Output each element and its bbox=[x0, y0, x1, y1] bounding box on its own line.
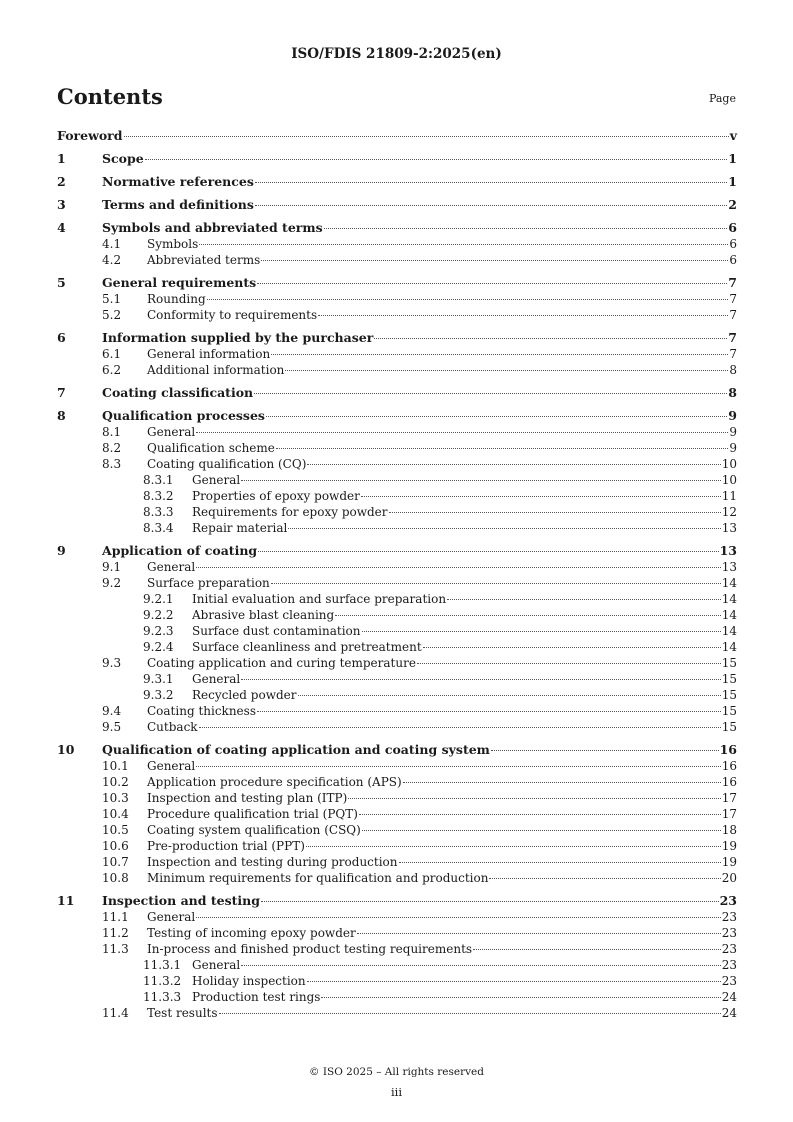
dot-leader bbox=[348, 798, 720, 799]
toc-entry-page: 23 bbox=[721, 942, 737, 956]
dot-leader bbox=[403, 782, 721, 783]
toc-entry-page: 9 bbox=[729, 441, 737, 455]
toc-entry[interactable] bbox=[57, 362, 737, 378]
toc-entry-page: 23 bbox=[721, 958, 737, 972]
toc-entry-number: 7 bbox=[57, 385, 66, 400]
toc-entry-number: 4 bbox=[57, 220, 66, 235]
dot-leader bbox=[357, 933, 721, 934]
toc-entry-number: 2 bbox=[57, 174, 66, 189]
toc-entry-page: 13 bbox=[719, 543, 737, 558]
toc-entry-page: 6 bbox=[729, 237, 737, 251]
dot-leader bbox=[196, 766, 720, 767]
toc-entry-page: 10 bbox=[721, 457, 737, 471]
toc-entry-page: 16 bbox=[721, 759, 737, 773]
toc-entry-page: 15 bbox=[721, 720, 737, 734]
toc-entry[interactable] bbox=[57, 408, 737, 424]
toc-entry-title: Surface preparation bbox=[147, 576, 270, 590]
toc-entry-title: In-process and finished product testing requirements bbox=[147, 942, 473, 956]
toc-entry-number: 9.4 bbox=[102, 704, 122, 718]
dot-leader bbox=[241, 480, 720, 481]
toc-entry-page: 24 bbox=[721, 990, 737, 1004]
dot-leader bbox=[362, 631, 721, 632]
dot-leader bbox=[261, 901, 719, 902]
dot-leader bbox=[417, 663, 721, 664]
toc-entry[interactable] bbox=[57, 870, 737, 886]
toc-entry-page: 7 bbox=[729, 347, 737, 361]
toc-entry-title: Inspection and testing plan (ITP) bbox=[147, 791, 348, 805]
toc-entry-page: 23 bbox=[721, 910, 737, 924]
toc-entry[interactable] bbox=[57, 488, 737, 504]
toc-entry-title: Coating qualification (CQ) bbox=[147, 457, 307, 471]
toc-entry-number: 10 bbox=[57, 742, 75, 757]
toc-entry[interactable] bbox=[57, 957, 737, 973]
toc-entry-page: 11 bbox=[721, 489, 737, 503]
toc-entry-number: 10.4 bbox=[102, 807, 129, 821]
dot-leader bbox=[196, 567, 720, 568]
toc-entry-page: 16 bbox=[721, 775, 737, 789]
toc-entry-page: 14 bbox=[721, 608, 737, 622]
toc-entry-title: General bbox=[192, 672, 241, 686]
toc-entry-title: Foreword bbox=[57, 128, 123, 143]
toc-entry-title: Qualification scheme bbox=[147, 441, 275, 455]
toc-entry-title: Testing of incoming epoxy powder bbox=[147, 926, 356, 940]
toc-entry-page: 15 bbox=[721, 688, 737, 702]
toc-entry-page: 15 bbox=[721, 672, 737, 686]
toc-entry-page: 14 bbox=[721, 624, 737, 638]
toc-entry-title: Surface dust contamination bbox=[192, 624, 361, 638]
toc-entry-title: Coating system qualification (CSQ) bbox=[147, 823, 361, 837]
toc-entry-page: 1 bbox=[728, 151, 737, 166]
toc-entry-title: Inspection and testing bbox=[102, 893, 260, 908]
toc-entry-title: General bbox=[147, 560, 196, 574]
toc-entry-page: 20 bbox=[721, 871, 737, 885]
dot-leader bbox=[335, 615, 721, 616]
toc-entry-number: 9.2.2 bbox=[143, 608, 174, 622]
toc-entry-title: Normative references bbox=[102, 174, 254, 189]
dot-leader bbox=[199, 727, 721, 728]
toc-entry[interactable] bbox=[57, 973, 737, 989]
toc-entry-page: 8 bbox=[728, 385, 737, 400]
toc-entry[interactable] bbox=[57, 456, 737, 472]
toc-entry-page: v bbox=[729, 128, 737, 143]
toc-entry[interactable] bbox=[57, 909, 737, 925]
toc-entry[interactable] bbox=[57, 806, 737, 822]
toc-entry-title: Production test rings bbox=[192, 990, 321, 1004]
toc-entry-number: 9.2.1 bbox=[143, 592, 174, 606]
dot-leader bbox=[447, 599, 721, 600]
toc-entry-page: 14 bbox=[721, 640, 737, 654]
toc-entry-number: 10.3 bbox=[102, 791, 129, 805]
toc-entry[interactable] bbox=[57, 151, 737, 167]
toc-entry-title: Application of coating bbox=[102, 543, 258, 558]
dot-leader bbox=[241, 965, 720, 966]
toc-entry-number: 9.3.2 bbox=[143, 688, 174, 702]
table-of-contents bbox=[57, 128, 737, 1021]
dot-leader bbox=[321, 997, 720, 998]
toc-entry-title: General information bbox=[147, 347, 271, 361]
dot-leader bbox=[307, 981, 721, 982]
page-column-label: Page bbox=[708, 92, 736, 105]
dot-leader bbox=[306, 846, 721, 847]
toc-entry-page: 7 bbox=[728, 330, 737, 345]
toc-entry-number: 11.1 bbox=[102, 910, 129, 924]
dot-leader bbox=[288, 528, 720, 529]
toc-entry-page: 12 bbox=[721, 505, 737, 519]
toc-entry[interactable] bbox=[57, 671, 737, 687]
toc-entry-title: Conformity to requirements bbox=[147, 308, 318, 322]
toc-entry[interactable] bbox=[57, 236, 737, 252]
toc-entry[interactable] bbox=[57, 925, 737, 941]
toc-entry-page: 6 bbox=[728, 220, 737, 235]
toc-entry-page: 9 bbox=[729, 425, 737, 439]
toc-entry-number: 9 bbox=[57, 543, 66, 558]
toc-entry-number: 5.2 bbox=[102, 308, 122, 322]
toc-entry-title: Qualification of coating application and coating system bbox=[102, 742, 490, 757]
toc-entry-title: Cutback bbox=[147, 720, 198, 734]
toc-entry[interactable] bbox=[57, 385, 737, 401]
dot-leader bbox=[207, 299, 729, 300]
toc-entry-number: 11.3.3 bbox=[143, 990, 182, 1004]
page-number: iii bbox=[390, 1085, 403, 1099]
dot-leader bbox=[389, 512, 721, 513]
toc-entry-title: Requirements for epoxy powder bbox=[192, 505, 388, 519]
toc-entry[interactable] bbox=[57, 854, 737, 870]
toc-entry-title: Application procedure specification (APS) bbox=[147, 775, 402, 789]
toc-entry-title: General bbox=[147, 759, 196, 773]
toc-entry-title: Minimum requirements for qualification and production bbox=[147, 871, 489, 885]
dot-leader bbox=[473, 949, 721, 950]
toc-entry[interactable] bbox=[57, 424, 737, 440]
toc-entry-number: 11.4 bbox=[102, 1006, 129, 1020]
toc-entry-title: Abbreviated terms bbox=[147, 253, 261, 267]
toc-entry-page: 13 bbox=[721, 521, 737, 535]
toc-entry-number: 8.3.1 bbox=[143, 473, 174, 487]
dot-leader bbox=[271, 354, 728, 355]
toc-entry-page: 16 bbox=[719, 742, 737, 757]
dot-leader bbox=[307, 464, 720, 465]
toc-entry[interactable] bbox=[57, 220, 737, 236]
toc-entry[interactable] bbox=[57, 440, 737, 456]
dot-leader bbox=[266, 416, 727, 417]
toc-entry-number: 9.5 bbox=[102, 720, 122, 734]
toc-entry[interactable] bbox=[57, 607, 737, 623]
toc-entry-number: 5 bbox=[57, 275, 66, 290]
toc-entry-number: 10.5 bbox=[102, 823, 129, 837]
toc-entry-number: 6.1 bbox=[102, 347, 122, 361]
toc-entry-title: Coating application and curing temperature bbox=[147, 656, 416, 670]
dot-leader bbox=[257, 283, 727, 284]
contents-title: Contents bbox=[57, 84, 163, 109]
toc-entry-title: Recycled powder bbox=[192, 688, 297, 702]
toc-entry-number: 11.3.1 bbox=[143, 958, 182, 972]
copyright-footer: © ISO 2025 – All rights reserved bbox=[309, 1066, 484, 1078]
toc-entry-page: 9 bbox=[728, 408, 737, 423]
dot-leader bbox=[219, 1013, 721, 1014]
toc-entry-number: 10.2 bbox=[102, 775, 129, 789]
dot-leader bbox=[374, 338, 727, 339]
toc-entry-page: 7 bbox=[729, 292, 737, 306]
toc-entry-number: 6.2 bbox=[102, 363, 122, 377]
toc-entry-number: 8.2 bbox=[102, 441, 122, 455]
toc-entry[interactable] bbox=[57, 291, 737, 307]
toc-entry-title: Initial evaluation and surface preparation bbox=[192, 592, 447, 606]
dot-leader bbox=[276, 448, 728, 449]
toc-entry[interactable] bbox=[57, 472, 737, 488]
toc-entry-number: 9.1 bbox=[102, 560, 122, 574]
dot-leader bbox=[196, 432, 728, 433]
toc-entry-number: 10.6 bbox=[102, 839, 129, 853]
dot-leader bbox=[489, 878, 720, 879]
dot-leader bbox=[254, 393, 727, 394]
toc-entry-title: Abrasive blast cleaning bbox=[192, 608, 335, 622]
toc-entry[interactable] bbox=[57, 307, 737, 323]
dot-leader bbox=[241, 679, 720, 680]
toc-entry-page: 14 bbox=[721, 576, 737, 590]
toc-entry-number: 9.2.4 bbox=[143, 640, 174, 654]
toc-entry[interactable] bbox=[57, 639, 737, 655]
toc-entry[interactable] bbox=[57, 893, 737, 909]
dot-leader bbox=[199, 244, 728, 245]
dot-leader bbox=[362, 830, 721, 831]
toc-entry[interactable] bbox=[57, 989, 737, 1005]
toc-entry[interactable] bbox=[57, 838, 737, 854]
toc-entry-number: 10.1 bbox=[102, 759, 129, 773]
toc-entry-number: 9.3.1 bbox=[143, 672, 174, 686]
toc-entry-page: 19 bbox=[721, 839, 737, 853]
toc-entry-title: Inspection and testing during production bbox=[147, 855, 398, 869]
toc-entry-title: Procedure qualification trial (PQT) bbox=[147, 807, 358, 821]
toc-entry-page: 19 bbox=[721, 855, 737, 869]
dot-leader bbox=[298, 695, 721, 696]
toc-entry-number: 8 bbox=[57, 408, 66, 423]
toc-entry-number: 1 bbox=[57, 151, 66, 166]
toc-entry[interactable] bbox=[57, 559, 737, 575]
toc-entry[interactable] bbox=[57, 504, 737, 520]
toc-entry-page: 2 bbox=[728, 197, 737, 212]
toc-entry[interactable] bbox=[57, 687, 737, 703]
dot-leader bbox=[318, 315, 728, 316]
toc-entry-number: 10.7 bbox=[102, 855, 129, 869]
toc-entry-page: 6 bbox=[729, 253, 737, 267]
toc-entry-number: 5.1 bbox=[102, 292, 122, 306]
toc-entry-title: Symbols bbox=[147, 237, 199, 251]
toc-entry-number: 8.3.4 bbox=[143, 521, 174, 535]
dot-leader bbox=[257, 711, 721, 712]
toc-entry-number: 11.2 bbox=[102, 926, 129, 940]
toc-entry[interactable] bbox=[57, 774, 737, 790]
toc-entry[interactable] bbox=[57, 790, 737, 806]
dot-leader bbox=[255, 205, 727, 206]
toc-entry-page: 23 bbox=[721, 926, 737, 940]
toc-entry[interactable] bbox=[57, 275, 737, 291]
toc-entry-number: 8.3 bbox=[102, 457, 122, 471]
toc-entry[interactable] bbox=[57, 252, 737, 268]
toc-entry[interactable] bbox=[57, 520, 737, 536]
toc-entry-title: Scope bbox=[102, 151, 144, 166]
toc-entry-number: 9.3 bbox=[102, 656, 122, 670]
toc-entry-title: Information supplied by the purchaser bbox=[102, 330, 374, 345]
dot-leader bbox=[285, 370, 728, 371]
document-header: ISO/FDIS 21809-2:2025(en) bbox=[291, 46, 502, 62]
dot-leader bbox=[324, 228, 728, 229]
toc-entry-title: General bbox=[192, 958, 241, 972]
toc-entry-number: 8.1 bbox=[102, 425, 122, 439]
toc-entry-page: 14 bbox=[721, 592, 737, 606]
toc-entry[interactable] bbox=[57, 742, 737, 758]
toc-entry-page: 17 bbox=[721, 791, 737, 805]
toc-entry[interactable] bbox=[57, 543, 737, 559]
toc-entry-title: General requirements bbox=[102, 275, 257, 290]
toc-entry-page: 8 bbox=[729, 363, 737, 377]
toc-entry[interactable] bbox=[57, 197, 737, 213]
toc-entry-number: 9.2 bbox=[102, 576, 122, 590]
toc-entry-title: Surface cleanliness and pretreatment bbox=[192, 640, 422, 654]
toc-entry-page: 23 bbox=[721, 974, 737, 988]
toc-entry-title: Qualification processes bbox=[102, 408, 265, 423]
toc-entry-title: Coating classification bbox=[102, 385, 254, 400]
dot-leader bbox=[145, 159, 728, 160]
dot-leader bbox=[361, 496, 721, 497]
toc-entry[interactable] bbox=[57, 174, 737, 190]
toc-entry-title: Coating thickness bbox=[147, 704, 256, 718]
toc-entry-title: Repair material bbox=[192, 521, 288, 535]
dot-leader bbox=[399, 862, 721, 863]
toc-entry-number: 8.3.2 bbox=[143, 489, 174, 503]
toc-entry-number: 11 bbox=[57, 893, 75, 908]
toc-entry-number: 11.3.2 bbox=[143, 974, 182, 988]
dot-leader bbox=[258, 551, 718, 552]
toc-entry-page: 18 bbox=[721, 823, 737, 837]
toc-entry[interactable] bbox=[57, 941, 737, 957]
toc-entry-title: General bbox=[147, 910, 196, 924]
toc-entry[interactable] bbox=[57, 623, 737, 639]
toc-entry-page: 24 bbox=[721, 1006, 737, 1020]
toc-entry-page: 23 bbox=[719, 893, 737, 908]
toc-entry-number: 4.1 bbox=[102, 237, 122, 251]
toc-entry-page: 17 bbox=[721, 807, 737, 821]
toc-entry-title: General bbox=[147, 425, 196, 439]
toc-entry[interactable] bbox=[57, 822, 737, 838]
toc-entry[interactable] bbox=[57, 575, 737, 591]
dot-leader bbox=[196, 917, 720, 918]
toc-entry[interactable] bbox=[57, 758, 737, 774]
toc-entry-number: 8.3.3 bbox=[143, 505, 174, 519]
toc-entry-title: Symbols and abbreviated terms bbox=[102, 220, 323, 235]
toc-entry-number: 4.2 bbox=[102, 253, 122, 267]
toc-entry-title: General bbox=[192, 473, 241, 487]
toc-entry[interactable] bbox=[57, 128, 737, 144]
toc-entry-number: 3 bbox=[57, 197, 66, 212]
toc-entry[interactable] bbox=[57, 330, 737, 346]
toc-entry-page: 7 bbox=[728, 275, 737, 290]
toc-entry-title: Holiday inspection bbox=[192, 974, 306, 988]
toc-entry[interactable] bbox=[57, 1005, 737, 1021]
dot-leader bbox=[261, 260, 728, 261]
dot-leader bbox=[359, 814, 721, 815]
toc-entry-page: 15 bbox=[721, 704, 737, 718]
dot-leader bbox=[271, 583, 721, 584]
toc-entry-number: 10.8 bbox=[102, 871, 129, 885]
toc-entry-page: 10 bbox=[721, 473, 737, 487]
toc-entry-title: Pre-production trial (PPT) bbox=[147, 839, 305, 853]
toc-entry-page: 15 bbox=[721, 656, 737, 670]
toc-entry[interactable] bbox=[57, 655, 737, 671]
toc-entry-page: 13 bbox=[721, 560, 737, 574]
toc-entry[interactable] bbox=[57, 703, 737, 719]
dot-leader bbox=[423, 647, 721, 648]
dot-leader bbox=[255, 182, 727, 183]
toc-entry-number: 6 bbox=[57, 330, 66, 345]
toc-entry-page: 7 bbox=[729, 308, 737, 322]
toc-entry[interactable] bbox=[57, 591, 737, 607]
toc-entry-title: Test results bbox=[147, 1006, 218, 1020]
toc-entry-title: Additional information bbox=[147, 363, 285, 377]
toc-entry-title: Terms and definitions bbox=[102, 197, 254, 212]
dot-leader bbox=[124, 136, 729, 137]
toc-entry[interactable] bbox=[57, 346, 737, 362]
toc-entry-number: 11.3 bbox=[102, 942, 129, 956]
toc-entry-number: 9.2.3 bbox=[143, 624, 174, 638]
dot-leader bbox=[491, 750, 719, 751]
toc-entry-title: Properties of epoxy powder bbox=[192, 489, 360, 503]
toc-entry[interactable] bbox=[57, 719, 737, 735]
toc-entry-title: Rounding bbox=[147, 292, 206, 306]
toc-entry-page: 1 bbox=[728, 174, 737, 189]
